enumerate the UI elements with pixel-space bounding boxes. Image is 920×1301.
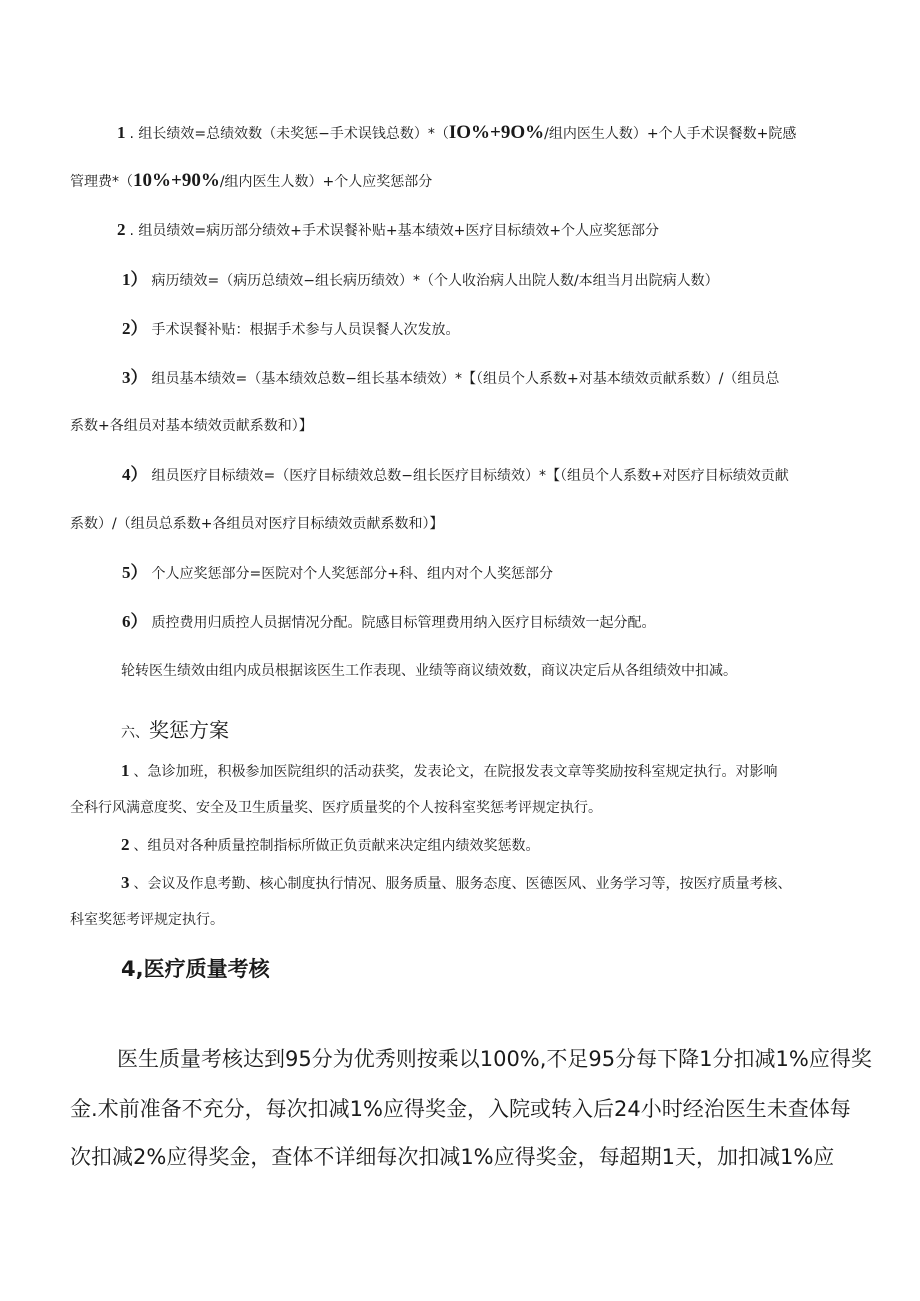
reward-item-3-number: 3 bbox=[121, 873, 130, 892]
item2-line bbox=[117, 221, 659, 240]
item1-line1 bbox=[117, 124, 796, 143]
sub-item-1-number: 1） bbox=[122, 270, 148, 289]
reward-item-3-cont: 科室奖惩考评规定执行。 bbox=[70, 912, 224, 928]
section6-prefix: 六、 bbox=[121, 725, 149, 741]
item1-line2-c: /组内医生人数）+个人应奖惩部分 bbox=[219, 174, 433, 190]
sub-item-3-cont: 系数+各组员对基本绩效贡献系数和）】 bbox=[70, 418, 313, 434]
sub-item-3-number: 3） bbox=[122, 368, 148, 387]
reward-item-1-number: 1 bbox=[121, 761, 130, 780]
item1-text-c: /组内医生人数）+个人手术误餐数+院感 bbox=[544, 126, 797, 142]
reward-item-3 bbox=[121, 874, 792, 893]
quality-heading: 4,医疗质量考核 bbox=[121, 957, 270, 981]
section6-heading bbox=[121, 717, 229, 746]
reward-item-1 bbox=[121, 762, 778, 781]
reward-item-2 bbox=[121, 836, 540, 855]
reward-item-1-cont: 全科行风满意度奖、安全及卫生质量奖、医疗质量奖的个人按科室奖惩考评规定执行。 bbox=[70, 800, 602, 816]
item1-ratio-b: 10%+90% bbox=[133, 170, 220, 191]
sub-item-2-number: 2） bbox=[122, 319, 148, 338]
item1-text-a: . 组长绩效=总绩效数（未奖惩−手术误钱总数）*（ bbox=[129, 126, 449, 142]
sub-item-5-number: 5） bbox=[122, 563, 148, 582]
sub-item-3 bbox=[122, 369, 779, 388]
quality-para-line3: 次扣减2%应得奖金，查体不详细每次扣减1%应得奖金，每超期1天，加扣减1%应 bbox=[70, 1145, 835, 1169]
quality-para-line1: 医生质量考核达到95分为优秀则按乘以100%,不足95分每下降1分扣减1%应得奖 bbox=[117, 1047, 872, 1071]
item1-ratio-a: IO%+9O% bbox=[448, 122, 545, 143]
item1-number: 1 bbox=[117, 123, 126, 142]
sub-item-4 bbox=[122, 466, 789, 485]
sub-item-2-text: 手术误餐补贴：根据手术参与人员误餐人次发放。 bbox=[151, 322, 460, 338]
item2-number: 2 bbox=[117, 220, 126, 239]
quality-para-line2: 金.术前准备不充分，每次扣减1%应得奖金，入院或转入后24小时经治医生未查体每 bbox=[70, 1097, 851, 1121]
reward-item-1-text: 、急诊加班，积极参加医院组织的活动获奖，发表论文，在院报发表文章等奖励按科室规定执行。对影响 bbox=[133, 764, 778, 780]
sub-item-6-number: 6） bbox=[122, 612, 148, 631]
sub-item-6-text: 质控费用归质控人员据情况分配。院感目标管理费用纳入医疗目标绩效一起分配。 bbox=[151, 615, 656, 631]
sub-item-1 bbox=[122, 271, 719, 290]
sub-item-4-text: 组员医疗目标绩效=（医疗目标绩效总数−组长医疗目标绩效）*【（组员个人系数+对医疗目标绩效贡献 bbox=[151, 468, 789, 484]
reward-item-3-text: 、会议及作息考勤、核心制度执行情况、服务质量、服务态度、医德医风、业务学习等，按医疗质量考核、 bbox=[133, 876, 792, 892]
sub-item-2 bbox=[122, 320, 460, 339]
reward-item-2-text: 、组员对各种质量控制指标所做正负贡献来决定组内绩效奖惩数。 bbox=[133, 838, 540, 854]
sub-item-1-text: 病历绩效=（病历总绩效−组长病历绩效）*（个人收治病人出院人数/本组当月出院病人数） bbox=[151, 273, 719, 289]
sub-item-5-text: 个人应奖惩部分=医院对个人奖惩部分+科、组内对个人奖惩部分 bbox=[151, 566, 553, 582]
sub-item-4-number: 4） bbox=[122, 465, 148, 484]
item1-line2 bbox=[70, 172, 432, 191]
sub-item-3-text: 组员基本绩效=（基本绩效总数−组长基本绩效）*【（组员个人系数+对基本绩效贡献系数）/（组员总 bbox=[151, 371, 780, 387]
rotation-note: 轮转医生绩效由组内成员根据该医生工作表现、业绩等商议绩效数，商议决定后从各组绩效中扣减。 bbox=[121, 663, 737, 679]
reward-item-2-number: 2 bbox=[121, 835, 130, 854]
section6-title: 奖惩方案 bbox=[149, 718, 229, 742]
sub-item-4-cont: 系数）/（组员总系数+各组员对医疗目标绩效贡献系数和）】 bbox=[70, 516, 444, 532]
item2-text: . 组员绩效=病历部分绩效+手术误餐补贴+基本绩效+医疗目标绩效+个人应奖惩部分 bbox=[129, 223, 660, 239]
item1-line2-a: 管理费*（ bbox=[70, 174, 133, 190]
sub-item-6 bbox=[122, 613, 656, 632]
sub-item-5 bbox=[122, 564, 553, 583]
